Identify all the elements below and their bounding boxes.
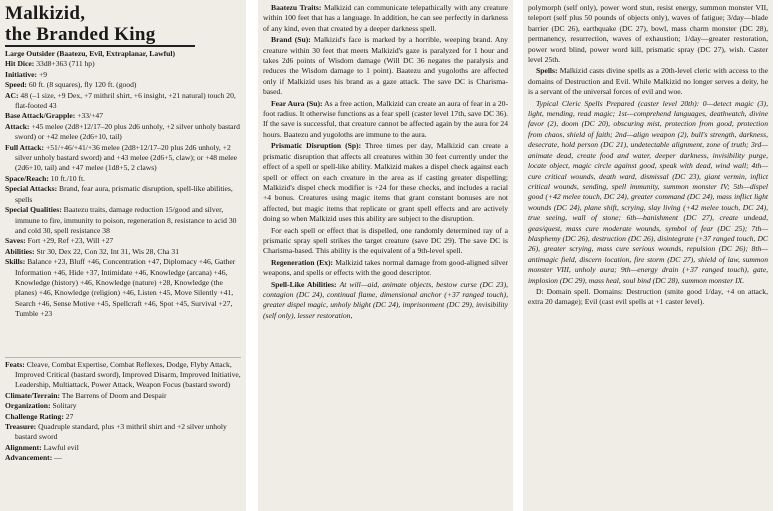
statblock-page-left: [0, 0, 246, 511]
treasure-row: Treasure: Quadruple standard, plus +3 mithril shirt and +2 silver unholy bastard sword: [5, 422, 227, 442]
brand-paragraph: Brand (Su): Malkizid's face is marked by a horrible, weeping brand. Any creature within 30 feet that meets Malkizid's gaze is paralyzed for 1 hour and takes 2d6 points of Wisdom damage (Will DC 36 negates the paralysis and reduces the Wisdom damage to 1 point). Baatezu and yugoloths are affected only if Malkizid uses his brand as a gaze attack. The save DC is Charisma-based.: [263, 35, 508, 97]
alignment-row: Alignment: Lawful evil: [5, 442, 79, 452]
attack-row: Attack: +45 melee (2d8+12/17–20 plus 2d6 unholy, +2 silver unholy bastard sword) or +42 melee (2d6+10, tail): [5, 121, 240, 142]
fear-aura-paragraph: Fear Aura (Su): As a free action, Malkizid can create an aura of fear in a 20-foot radius. It otherwise functions as a fear spell (caster level 17th, save DC 36). If the save is successful, that creature cannot be affected again by the aura for 24 hours. Baatezu and yugoloths are immune to the aura.: [263, 98, 509, 139]
advancement-row: Advancement: —: [5, 453, 62, 463]
feats-row: Feats: Cleave, Combat Expertise, Combat Reflexes, Dodge, Flyby Attack, Improved Critical (bastard sword), Improved Disarm, Improved Initiative, Leadership, Multiattack, Power Attack, Weapon Focus (bastard sword): [5, 359, 241, 390]
organization-row: Organization: Solitary: [5, 401, 77, 411]
baatezu-traits-paragraph: Baatezu Traits: Malkizid can communicate telepathically with any creature within 100 feet that has a language. In addition, he can see perfectly in darkness of any kind, even that created by a deeper darkness spell.: [263, 3, 508, 33]
full-attack-row: Full Attack: +51/+46/+41/+36 melee (2d8+12/17–20 plus 2d6 unholy, +2 silver unholy bastard sword) and +43 melee (2d6+5, claw); or +48 melee (2d6+10, tail) and +47 melee (1d8+5, 2 claws): [5, 142, 238, 173]
domain-paragraph: D: Domain spell. Domains: Destruction (smite good 1/day, +4 on attack, extra 20 damage); Evil (cast evil spells at +1 caster level).: [528, 286, 768, 307]
column-gap: [5, 320, 241, 354]
speed-row: Speed: 60 ft. (8 squares), fly 120 ft. (good): [5, 80, 137, 90]
divider: [5, 357, 241, 358]
creature-name-line1: Malkizid,: [5, 3, 86, 24]
creature-name-line2: the Branded King: [5, 24, 156, 45]
initiative-row: Initiative: +9: [5, 69, 48, 79]
climate-row: Climate/Terrain: The Barrens of Doom and Despair: [5, 390, 167, 400]
title-underline: [5, 45, 195, 47]
typical-cleric-spells-paragraph: Typical Cleric Spells Prepared (caster level 20th): 0—detect magic (3), light, mending, read magic; 1st—comprehend languages, deathwatch, divine favor (2), doom (DC 20), obscuring mist, protection from good, protection from chaos, shield of faith; 2nd—align weapon (2), bull's strength, darkness, desecrate, hold person (DC 21), undetectable alignment, zone of truth; 3rd—animate dead, create food and water, deeper darkness, invisibility purge, locate object, magic circle against good, speak with dead, wind wall; 4th—cure critical wounds, death ward, dismissal (DC 23), giant vermin, inflict critical wounds, sending, spell immunity, summon monster IV; 5th—dispel good (+42 melee touch, DC 24), greater command (DC 24), mass inflict light wounds (DC 24), plane shift, scrying, slay living (+42 melee touch, DC 24), true seeing, wall of stone; 6th—banishment (DC 27), create undead, geas/quest, mass cure moderate wounds, symbol of fear (DC 25); 7th—blasphemy (DC 26), destruction (DC 26), disintegrate (+37 ranged touch, DC 26), greater scrying, mass cure serious wounds, repulsion (DC 26); 8th—antimagic field, discern location, fire storm (DC 27), shield of law, summon monster VIII, unholy aura; 9th—energy drain (+37 ranged touch), gate, implosion (DC 29), mass heal, soul bind (DC 28), summon monster IX.: [528, 98, 768, 285]
spell-like-abilities-continued: polymorph (self only), power word stun, resist energy, summon monster VII, teleport (self plus 50 pounds of objects only), waves of fatigue; 3/day—blade barrier (DC 26), earthquake (DC 27), bowl, mass charm monster (DC 28), permanency, resurrection, waves of exhaustion; 1/day—greater restoration, power word blind, power word kill, prismatic spray (DC 27), wish. Caster level 25th.: [528, 3, 768, 65]
skills-row: Skills: Balance +23, Bluff +46, Concentration +47, Diplomacy +46, Gather Information +46, Hide +37, Intimidate +46, Knowledge (arcana) +46, Knowledge (history) +46, Knowledge (nature) +28, Knowledge (the planes) +46, Knowledge (religion) +46, Listen +45, Move Silently +41, Search +46, Sense Motive +45, Spellcraft +46, Spot +45, Survival +27, Tumble +23: [5, 257, 236, 319]
base-attack-row: Base Attack/Grapple: +33/+47: [5, 111, 104, 121]
prismatic-disruption-paragraph: Prismatic Disruption (Sp): Three times per day, Malkizid can create a prismatic disruption that affects all creatures within 30 feet currently under the effect of a spell or spell-like ability. Malkizid makes a dispel check against each spell or effect on each creature in the area as if casting greater dispelling; Malkizid's dispel check modifier is +24 for these checks, and includes a racial +4 bonus. Creatures using magic items that grant constant bonuses are not affected, but magic items that replicate or grant spell effects and are actively doing so when Malkizid uses this ability are subject to the disruption.: [263, 141, 509, 224]
spells-paragraph: Spells: Malkizid casts divine spells as a 20th-level cleric with access to the domains of Destruction and Evil. While Malkizid no longer serves a deity, he is a servant of the universal forces of evil and woe.: [528, 66, 768, 97]
special-attacks-row: Special Attacks: Brand, fear aura, prismatic disruption, spell-like abilities, spells: [5, 184, 233, 204]
regeneration-paragraph: Regeneration (Ex): Malkizid takes normal damage from good-aligned silver weapons, and spells or effects with the good descriptor.: [263, 257, 508, 278]
creature-type: Large Outsider (Baatezu, Evil, Extraplanar, Lawful): [5, 49, 176, 58]
statblock-page-right: [523, 0, 773, 511]
hit-dice-row: Hit Dice: 33d8+363 (711 hp): [5, 59, 95, 69]
statblock-page-middle: [258, 0, 513, 511]
space-reach-row: Space/Reach: 10 ft./10 ft.: [5, 173, 85, 183]
challenge-rating-row: Challenge Rating: 27: [5, 411, 74, 421]
ac-row: AC: 48 (–1 size, +9 Dex, +7 mithril shirt, +6 insight, +21 natural) touch 20, flat-footed 43: [5, 90, 236, 111]
abilities-row: Abilities: Str 30, Dex 22, Con 32, Int 31, Wis 28, Cha 31: [5, 246, 180, 256]
special-qualities-row: Special Qualities: Baatezu traits, damage reduction 15/good and silver, immune to fire, immunity to poison, regeneration 8, resistance to acid 30 and cold 30, spell resistance 38: [5, 205, 237, 235]
prismatic-disruption-paragraph-2: For each spell or effect that is dispelled, one randomly determined ray of a prismatic spray spell strikes the target creature (save DC 29). The save DC is Charisma-based. This ability is the equivalent of a 9th-level spell.: [263, 225, 508, 256]
spell-like-abilities-paragraph: Spell-Like Abilities: At will—aid, animate objects, bestow curse (DC 23), contagion (DC 24), continual flame, dimensional anchor (+37 ranged touch), greater dispel magic, unholy blight (DC 24), imprisonment (DC 29), invisibility (self only), lesser restoration,: [263, 279, 508, 320]
saves-row: Saves: Fort +29, Ref +23, Will +27: [5, 236, 114, 246]
